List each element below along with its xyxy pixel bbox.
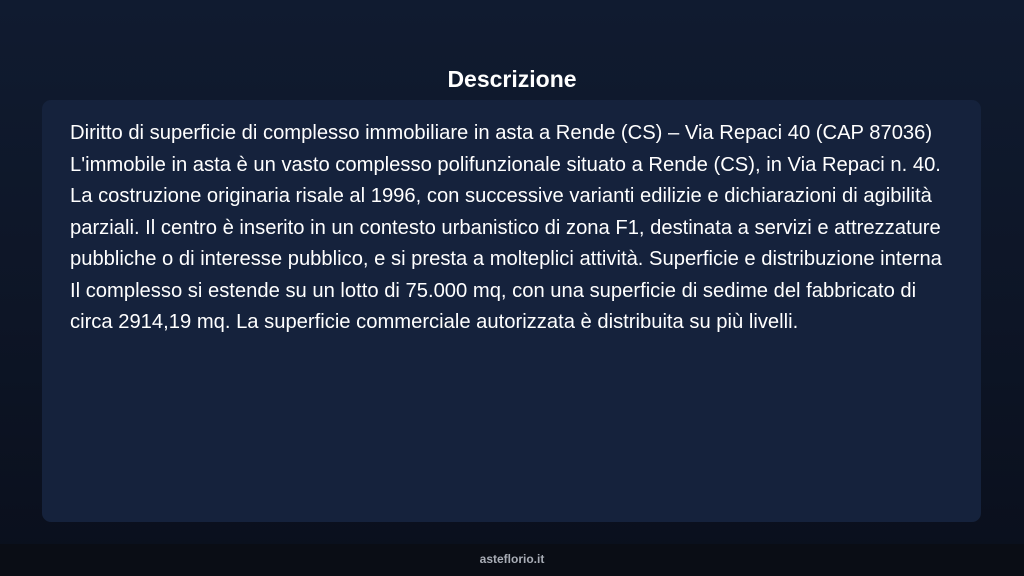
description-text: Diritto di superficie di complesso immobiliare in asta a Rende (CS) – Via Repaci 40 (CAP 87036) L'immobile in asta è un vasto complesso polifunzionale situato a Rende (CS), in Via Repaci n. 40. La costruzione originaria risale al 1996, con successive varianti edilizie e dichiarazioni di agibilità parziali. Il centro è inserito in un contesto urbanistico di zona F1, destinata a servizi e attrezzature pubbliche o di interesse pubblico, e si presta a molteplici attività. Superficie e distribuzione interna Il complesso si estende su un lotto di 75.000 mq, con una superficie di sedime del fabbricato di circa 2914,19 mq. La superficie commerciale autorizzata è distribuita su più livelli. [70, 122, 942, 333]
footer-brand: asteflorio.it [0, 544, 1024, 576]
page-title: Descrizione [447, 66, 577, 93]
description-card [42, 100, 981, 522]
